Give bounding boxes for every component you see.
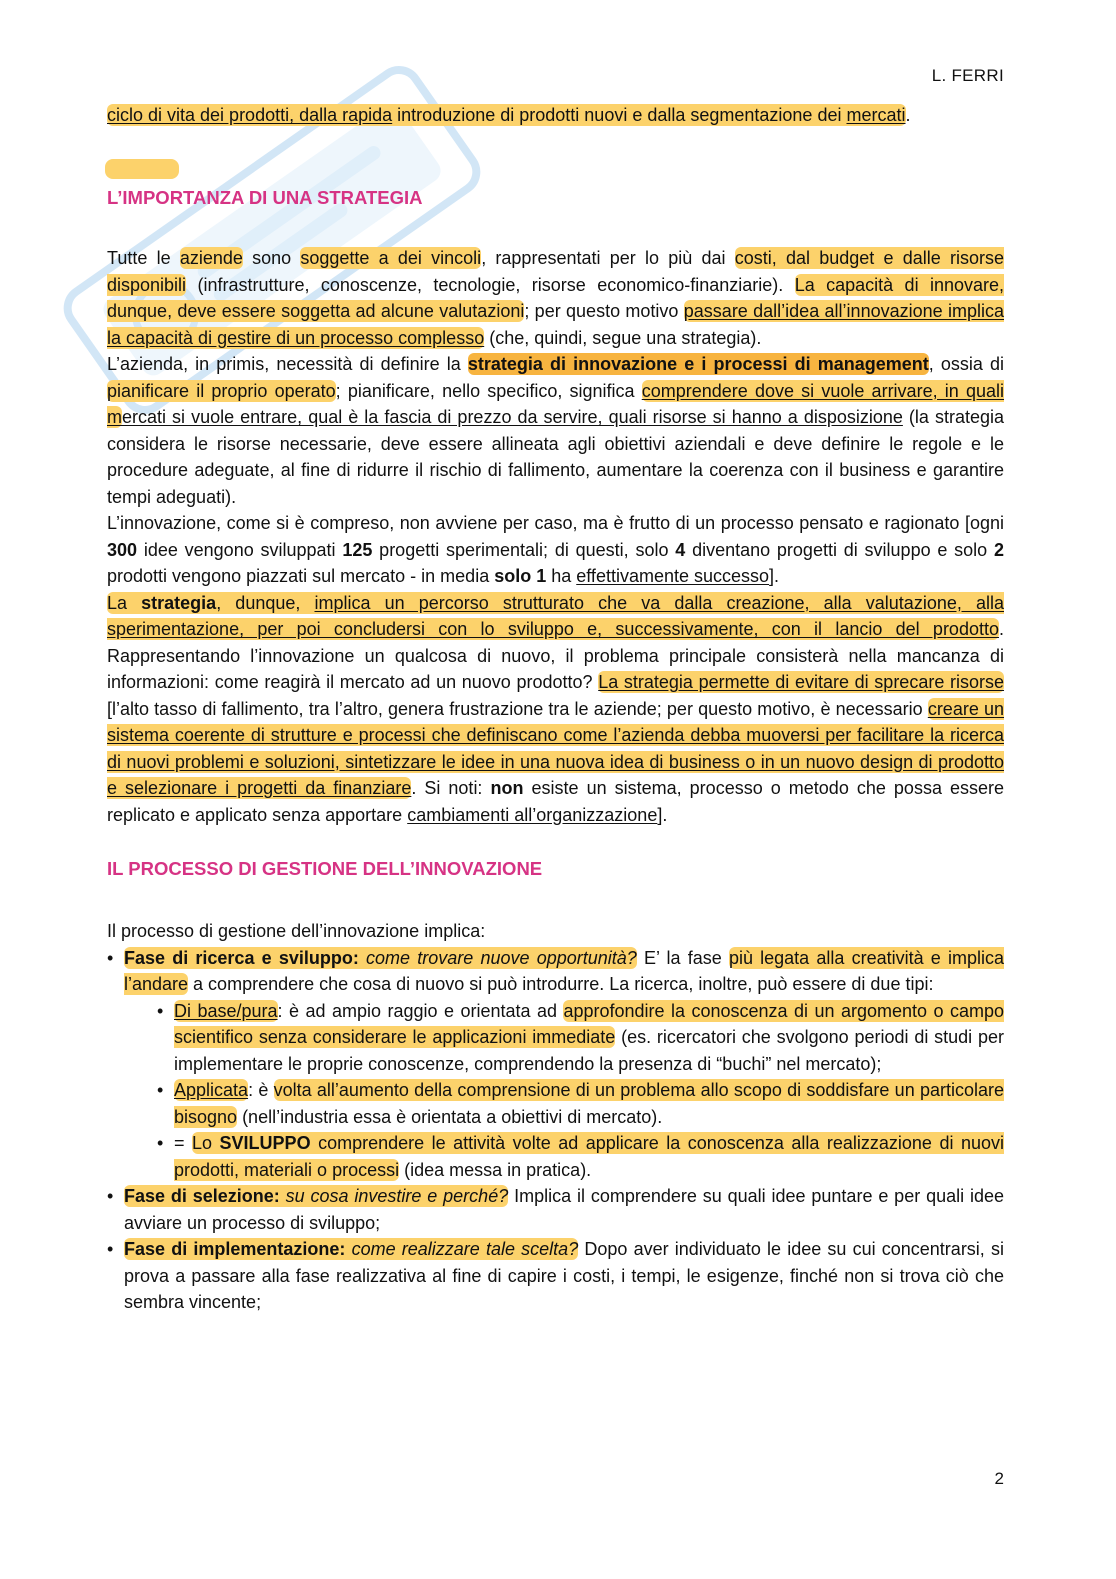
process-intro: Il processo di gestione dell’innovazione implica: bbox=[107, 921, 486, 941]
list-item-implementation: • Fase di implementazione: come realizzare tale scelta? Dopo aver individuato le idee su cui concentrarsi, si prova a passare alla fase realizzativa al fine di capire i costi, i tempi, le esigenze, finché non si trova ciò che sembra vincente; bbox=[107, 1236, 1004, 1316]
section-title-strategy: L’IMPORTANZA DI UNA STRATEGIA bbox=[107, 187, 423, 208]
list-item-selection: • Fase di selezione: su cosa investire e perché? Implica il comprendere su quali idee puntare e per quali idee avviare un processo di sviluppo; bbox=[107, 1183, 1004, 1236]
strategy-paragraph-3: L’innovazione, come si è compreso, non avviene per caso, ma è frutto di un processo pensato e ragionato [ogni 300 idee vengono sviluppati 125 progetti sperimentali; di questi, solo 4 diventano progetti di sviluppo e solo 2 prodotti vengono piazzati sul mercato - in media solo 1 ha effettivamente successo]. bbox=[107, 513, 1004, 586]
section-title-process: IL PROCESSO DI GESTIONE DELL’INNOVAZIONE bbox=[107, 858, 543, 879]
highlight-stub bbox=[105, 159, 179, 179]
intro-paragraph: ciclo di vita dei prodotti, dalla rapida introduzione di prodotti nuovi e dalla segmentazione dei mercati. bbox=[107, 105, 911, 125]
page-number: 2 bbox=[994, 1469, 1004, 1488]
strategy-paragraph-1: Tutte le aziende sono soggette a dei vincoli, rappresentati per lo più dai costi, dal budget e dalle risorse disponibili (infrastrutture, conoscenze, tecnologie, risorse economico-finanziarie). La capacità di innovare, dunque, deve essere soggetta ad alcune valutazioni; per questo motivo passare dall’idea all’innovazione implica la capacità di gestire di un processo complesso (che, quindi, segue una strategia). bbox=[107, 248, 1005, 348]
process-phase-list bbox=[107, 945, 1004, 1316]
list-item-applied-research: • Applicata: è volta all’aumento della comprensione di un problema allo scopo di soddisfare un particolare bisogno (nell’industria essa è orientata a obiettivi di mercato). bbox=[157, 1077, 1004, 1130]
list-item-research: • Fase di ricerca e sviluppo: come trovare nuove opportunità? E’ la fase più legata alla creatività e implica l’andare a comprendere che cosa di nuovo si può introdurre. La ricerca, inoltre, può essere di due tipi: • Di base/pura: è ad ampio raggio e orientata ad approfondire la conoscenza di un argomento o campo scientifico senza considerare le applicazioni immediate (es. ricercatori che svolgono periodi di studi per implementare le proprie conoscenze, comprendendo la presenza di “buchi” nel mercato); • Applicata: è volta all’aumento della comprensione di un problema allo scopo di soddisfare un particolare bisogno (nell’industria essa è orientata a obiettivi di mercato). • = Lo SVILUPPO comprendere le attività volte ad applicare la conoscenza alla realizzazione di nuovi prodotti, materiali o processi (idea messa in pratica). bbox=[107, 945, 1004, 1184]
header-author: L. FERRI bbox=[931, 66, 1004, 85]
strategy-paragraph-2: L’azienda, in primis, necessità di definire la strategia di innovazione e i processi di management, ossia di pianificare il proprio operato; pianificare, nello specifico, significa comprendere dove si vuole arrivare, in quali mercati si vuole entrare, qual è la fascia di prezzo da servire, quali risorse si hanno a disposizione (la strategia considera le risorse necessarie, deve essere allineata agli obiettivi aziendali e deve definire le regole e le procedure adeguate, al fine di ridurre il rischio di fallimento, aumentare la coerenza con il business e garantire tempi adeguati). bbox=[107, 354, 1004, 507]
page-content bbox=[107, 102, 1004, 1316]
strategy-paragraph-4: La strategia, dunque, implica un percorso strutturato che va dalla creazione, alla valutazione, alla sperimentazione, per poi concludersi con lo sviluppo e, successivamente, con il lancio del prodotto. Rappresentando l’innovazione un qualcosa di nuovo, il problema principale consisterà nella mancanza di informazioni: come reagirà il mercato ad un nuovo prodotto? La strategia permette di evitare di sprecare risorse [l’alto tasso di fallimento, tra l’altro, genera frustrazione tra le aziende; per questo motivo, è necessario creare un sistema coerente di strutture e processi che definiscano come l’azienda debba muoversi per facilitare la ricerca di nuovi problemi e soluzioni, sintetizzare le idee in una nuova idea di business o in un nuovo design di prodotto e selezionare i progetti da finanziare. Si noti: non esiste un sistema, processo o metodo che possa essere replicato e applicato senza apportare cambiamenti all’organizzazione]. bbox=[107, 592, 1005, 825]
list-item-basic-research: • Di base/pura: è ad ampio raggio e orientata ad approfondire la conoscenza di un argomento o campo scientifico senza considerare le applicazioni immediate (es. ricercatori che svolgono periodi di studi per implementare le proprie conoscenze, comprendendo la presenza di “buchi” nel mercato); bbox=[157, 998, 1004, 1078]
research-type-list bbox=[157, 998, 1004, 1184]
list-item-development: • = Lo SVILUPPO comprendere le attività volte ad applicare la conoscenza alla realizzazione di nuovi prodotti, materiali o processi (idea messa in pratica). bbox=[157, 1130, 1004, 1183]
